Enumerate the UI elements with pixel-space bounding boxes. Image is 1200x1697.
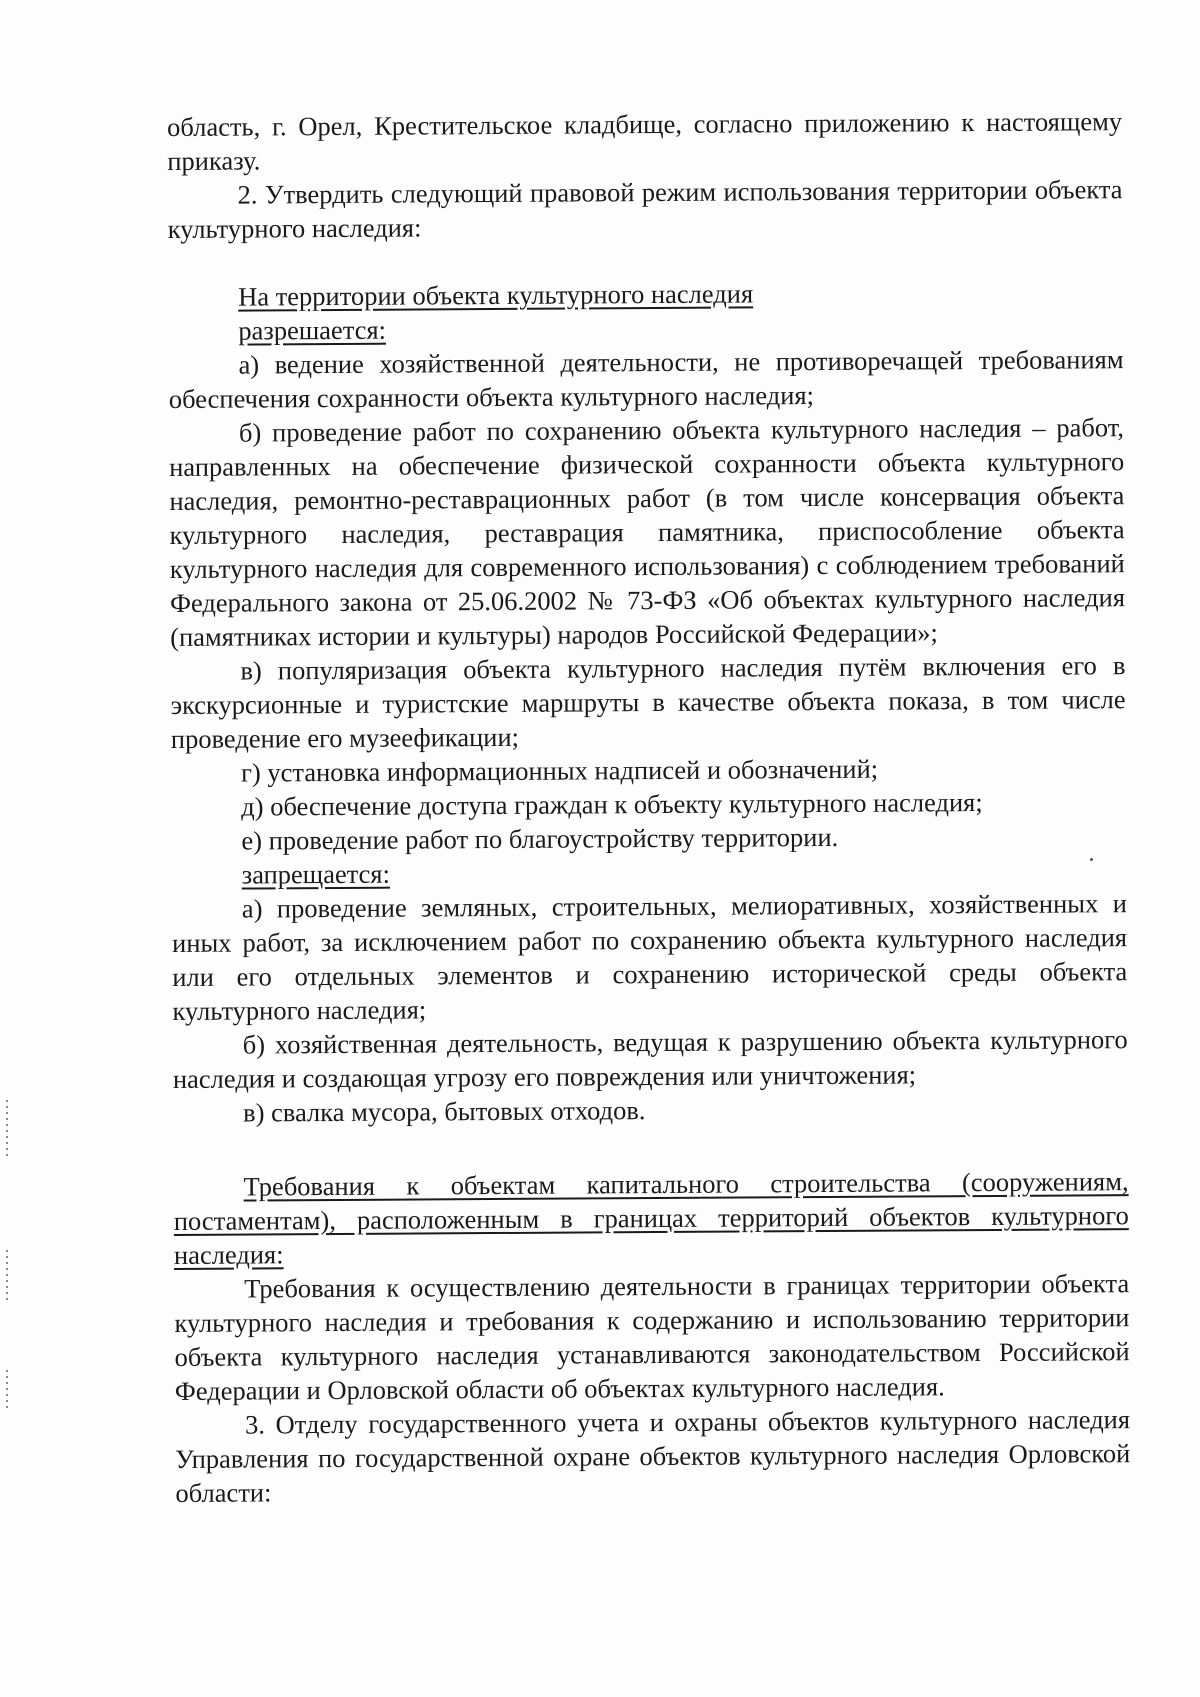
prohibited-item-v: в) свалка мусора, бытовых отходов. xyxy=(243,1095,646,1128)
prohibited-item-a: а) проведение земляных, строительных, мелиоративных, хозяйственных и иных работ, за исключением работ по сохранению объекта культурного наследия или его отдельных элементов и сохранению исторической среды объекта культурного наследия; xyxy=(171,888,1128,1026)
prohibited-item-b: б) хозяйственная деятельность, ведущая к разрушению объекта культурного наследия и создающая угрозу его повреждения или уничтожения; xyxy=(172,1024,1128,1094)
allowed-item-a: а) ведение хозяйственной деятельности, не противоречащей требованиям обеспечения сохранности объекта культурного наследия; xyxy=(168,344,1124,414)
requirements-text: Требования к осуществлению деятельности в границах территории объекта культурного наследия и требования к содержанию и использованию территории объекта культурного наследия устанавливаются законодательством Российской Федерации и Орловской области об объектах культурного наследия. xyxy=(174,1268,1130,1406)
intro-continuation: область, г. Орел, Крестительское кладбище, согласно приложению к настоящему приказу. xyxy=(167,106,1123,176)
scan-artifact xyxy=(6,1100,8,1160)
allowed-item-d: д) обеспечение доступа граждан к объекту культурного наследия; xyxy=(241,787,983,822)
allowed-heading: разрешается: xyxy=(238,314,387,346)
scan-artifact xyxy=(6,1370,8,1410)
allowed-item-g: г) установка информационных надписей и обозначений; xyxy=(240,753,879,788)
territory-heading: На территории объекта культурного наследия xyxy=(238,278,754,312)
item-3: 3. Отделу государственного учета и охраны объектов культурного наследия Управления по государственной охране объектов культурного наследия Орловской области: xyxy=(175,1404,1131,1508)
prohibited-heading: запрещается: xyxy=(241,858,390,890)
document-body xyxy=(167,104,1131,1510)
requirements-heading: Требования к объектам капитального строительства (сооружениям, постаментам), расположенным в границах территорий объектов культурного наследия: xyxy=(173,1166,1129,1270)
allowed-item-v: в) популяризация объекта культурного наследия путём включения его в экскурсионные и туристские маршруты в качестве объекта показа, в том числе проведение его музеефикации; xyxy=(170,650,1126,754)
allowed-item-e: е) проведение работ по благоустройству территории. xyxy=(241,821,839,856)
scan-artifact xyxy=(6,1250,8,1300)
allowed-item-b: б) проведение работ по сохранению объекта культурного наследия – работ, направленных на обеспечение физической сохранности объекта культурного наследия, ремонтно-реставрационных работ (в том числе консервация объекта культурного наследия, реставрация памятника, приспособление объекта культурного наследия для современного использования) с соблюдением требований Федерального закона от 25.06.2002 № 73-ФЗ «Об объектах культурного наследия (памятниках истории и культуры) народов Российской Федерации»; xyxy=(169,412,1126,652)
item-2: 2. Утвердить следующий правовой режим использования территории объекта культурного наследия: xyxy=(167,174,1123,244)
